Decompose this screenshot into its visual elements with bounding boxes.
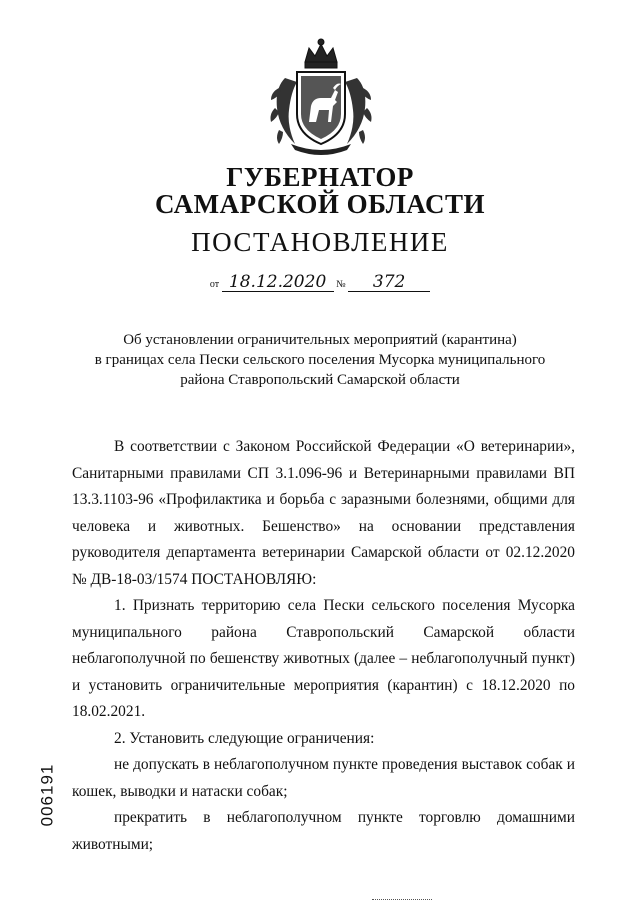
number-prefix: № xyxy=(336,279,346,290)
subject-line: в границах села Пески сельского поселения Мусорка муниципального xyxy=(94,352,546,368)
document-subject xyxy=(60,330,580,390)
stamp-number: 006191 xyxy=(37,763,57,827)
page-edge-mark xyxy=(372,896,432,900)
body-paragraph-restriction-1: не допускать в неблагополучном пункте проведения выставок собак и кошек, выводки и натаски собак; xyxy=(72,756,575,800)
date-prefix: от xyxy=(209,279,220,290)
handwritten-number: 372 xyxy=(348,273,430,292)
registration-stamp xyxy=(38,762,56,828)
issuer-title-line-1: ГУБЕРНАТОР xyxy=(226,162,414,192)
handwritten-date: 18.12.2020 xyxy=(222,273,334,292)
body-paragraph-preamble: В соответствии с Законом Российской Федерации «О ветеринарии», Санитарными правилами СП 3.1.096-96 и Ветеринарными правилами ВП 13.3.1103-96 «Профилактика и борьба с заразными болезнями, общими для человека и животных. Бешенство» на основании представления руководителя департамента ветеринарии Самарской области от 02.12.2020 № ДВ-18-03/1574 ПОСТАНОВЛЯЮ: xyxy=(72,438,575,588)
subject-line: Об установлении ограничительных мероприятий (карантина) xyxy=(123,332,517,348)
issuer-title-line-2: САМАРСКОЙ ОБЛАСТИ xyxy=(154,189,486,219)
document-body xyxy=(72,434,575,858)
subject-line: района Ставропольский Самарской области xyxy=(180,372,460,388)
body-paragraph-restriction-2: прекратить в неблагополучном пункте торговлю домашними животными; xyxy=(72,809,575,853)
document-type-heading: ПОСТАНОВЛЕНИЕ xyxy=(191,227,449,257)
date-number-line xyxy=(0,273,640,295)
coat-of-arms-emblem xyxy=(265,38,377,158)
body-paragraph-item-2: 2. Установить следующие ограничения: xyxy=(114,729,375,747)
body-paragraph-item-1: 1. Признать территорию села Пески сельского поселения Мусорка муниципального района Ставропольский Самарской области неблагополучной по бешенству животных (далее – неблагополучный пункт) и установить ограничительные мероприятия (карантин) с 18.12.2020 по 18.02.2021. xyxy=(72,597,575,720)
